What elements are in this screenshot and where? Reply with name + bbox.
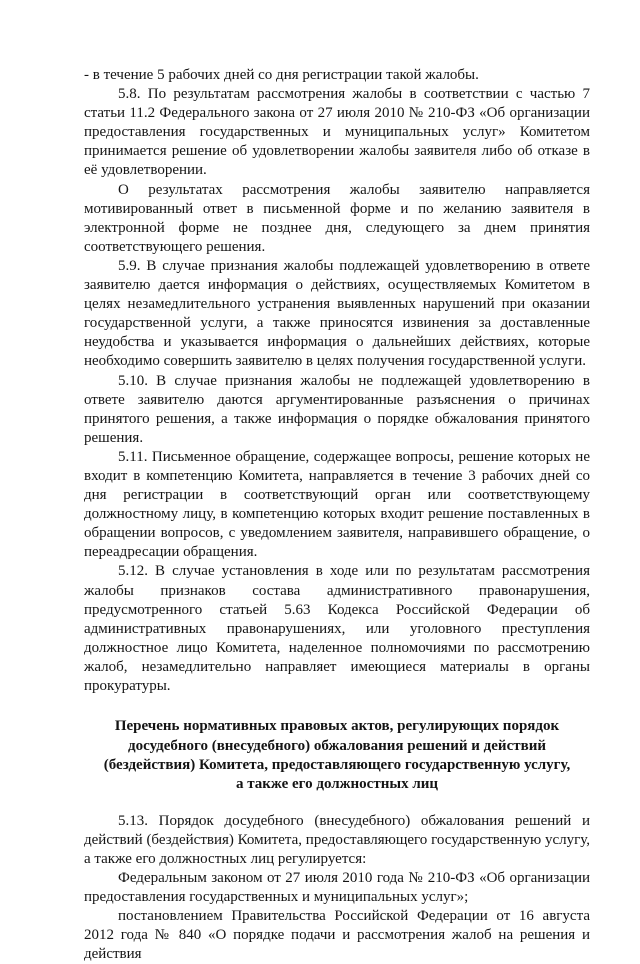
paragraph-5-13: 5.13. Порядок досудебного (внесудебного) обжалования решений и действий (бездействия) Комитета, предоставляющего государственную услугу, а также его должностных лиц регулируется:: [84, 812, 590, 867]
section-heading-line: Перечень нормативных правовых актов, регулирующих порядок: [114, 718, 560, 735]
paragraph-result-notice: О результатах рассмотрения жалобы заявителю направляется мотивированный ответ в письменной форме и по желанию заявителя в электронной форме не позднее дня, следующего за днем принятия соответствующего решения.: [84, 181, 590, 255]
paragraph-5-9: 5.9. В случае признания жалобы подлежащей удовлетворению в ответе заявителю дается информация о действиях, осуществляемых Комитетом в целях незамедлительного устранения выявленных нарушений при оказании государственной услуги, а также приносятся извинения за доставленные неудобства и указывается информация о дальнейших действиях, которые необходимо совершить заявителю в целях получения государственной услуги.: [84, 257, 590, 370]
paragraph-5-10: 5.10. В случае признания жалобы не подлежащей удовлетворению в ответе заявителю даются аргументированные разъяснения о причинах принятого решения, а также информация о порядке обжалования принятого решения.: [84, 372, 590, 446]
section-heading-line: а также его должностных лиц: [235, 776, 439, 793]
paragraph-government-decree: постановлением Правительства Российской Федерации от 16 августа 2012 года № 840 «О порядке подачи и рассмотрения жалоб на решения и действия: [84, 908, 590, 963]
section-heading-line: (бездействия) Комитета, предоставляющего государственную услугу,: [103, 756, 571, 773]
paragraph-federal-law: Федеральным законом от 27 июля 2010 года № 210-ФЗ «Об организации предоставления государственных и муниципальных услуг»;: [84, 870, 590, 906]
section-heading: [94, 717, 580, 795]
paragraph-5-12: 5.12. В случае установления в ходе или по результатам рассмотрения жалобы признаков состава административного правонарушения, предусмотренного статьей 5.63 Кодекса Российской Федерации об административных правонарушениях, или уголовного преступления должностное лицо Комитета, наделенное полномочиями по рассмотрению жалоб, незамедлительно направляет имеющиеся материалы в органы прокуратуры.: [84, 563, 590, 694]
paragraph-complaint-deadline: - в течение 5 рабочих дней со дня регистрации такой жалобы.: [84, 67, 479, 83]
paragraph-5-11: 5.11. Письменное обращение, содержащее вопросы, решение которых не входит в компетенцию Комитета, направляется в течение 3 рабочих дней со дня регистрации в соответствующий орган или соответствующему должностному лицу, в компетенцию которых входит решение поставленных в обращении вопросов, с уведомлением заявителя, направившего обращение, о переадресации обращения.: [84, 448, 590, 561]
paragraph-5-8: 5.8. По результатам рассмотрения жалобы в соответствии с частью 7 статьи 11.2 Федерального закона от 27 июля 2010 № 210-ФЗ «Об организации предоставления государственных и муниципальных услуг» Комитетом принимается решение об удовлетворении жалобы заявителя либо об отказе в её удовлетворении.: [84, 86, 590, 179]
section-heading-line: досудебного (внесудебного) обжалования решений и действий: [128, 737, 546, 754]
